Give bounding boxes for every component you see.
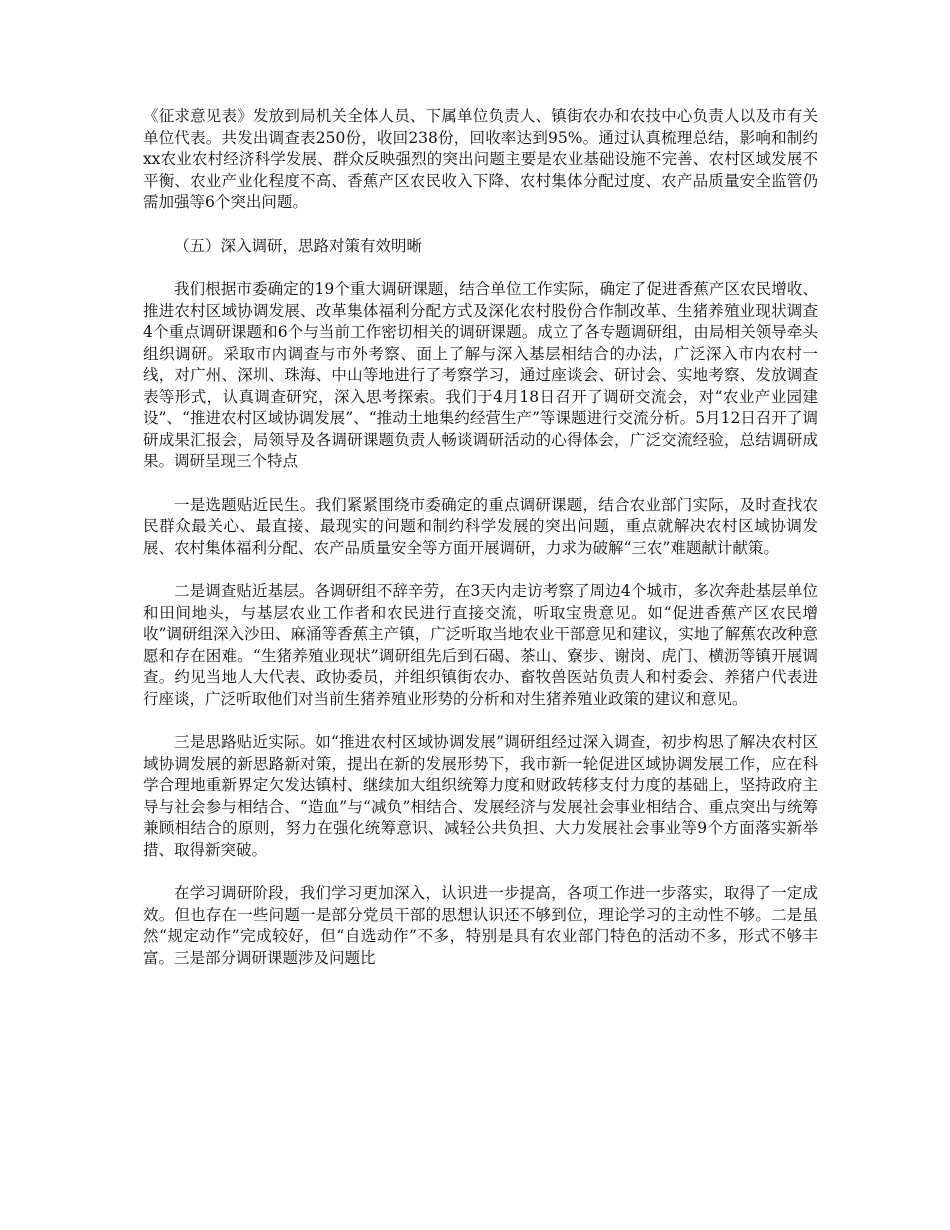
paragraph-practical-thinking: 三是思路贴近实际。如“推进农村区域协调发展”调研组经过深入调查，初步构思了解决农村区域协调发展的新思路新对策，提出在新的发展形势下，我市新一轮促进区域协调发展工作，应在科学合理地重新界定欠发达镇村、继续加大组织统筹力度和财政转移支付力度的基础上，坚持政府主导与社会参与相结合、“造血”与“减负”相结合、发展经济与发展社会事业相结合、重点突出与统筹兼顾相结合的原则，努力在强化统筹意识、减轻公共负担、大力发展社会事业等9个方面落实新举措、取得新突破。 [143,733,818,859]
paragraph-research-topics: 我们根据市委确定的19个重大调研课题，结合单位工作实际，确定了促进香蕉产区农民增收、推进农村区域协调发展、改革集体福利分配方式及深化农村股份合作制改革、生猪养殖业现状调查4个重点调研课题和6个与当前工作密切相关的调研课题。成立了各专题调研组，由局相关领导牵头组织调研。采取市内调查与市外考察、面上了解与深入基层相结合的办法，广泛深入市内农村一线，对广州、深圳、珠海、中山等地进行了考察学习，通过座谈会、研讨会、实地考察、发放调查表等形式，认真调查研究，深入思考探索。我们于4月18日召开了调研交流会，对“农业产业园建设”、“推进农村区域协调发展”、“推动土地集约经营生产”等课题进行交流分析。5月12日召开了调研成果汇报会，局领导及各调研课题负责人畅谈调研活动的心得体会，广泛交流经验，总结调研成果。调研呈现三个特点 [143,280,818,470]
paragraph-grassroots-survey: 二是调查贴近基层。各调研组不辞辛劳，在3天内走访考察了周边4个城市，多次奔赴基层单位和田间地头，与基层农业工作者和农民进行直接交流，听取宝贵意见。如“促进香蕉产区农民增收”调研组深入沙田、麻涌等香蕉主产镇，广泛听取当地农业干部意见和建议，实地了解蕉农改种意愿和存在困难。“生猪养殖业现状”调研组先后到石碣、茶山、寮步、谢岗、虎门、横沥等镇开展调查。约见当地人大代表、政协委员，并组织镇街农办、畜牧兽医站负责人和村委会、养猪户代表进行座谈，广泛听取他们对当前生猪养殖业形势的分析和对生猪养殖业政策的建议和意见。 [143,582,818,708]
paragraph-summary-issues: 在学习调研阶段，我们学习更加深入，认识进一步提高，各项工作进一步落实，取得了一定成效。但也存在一些问题一是部分党员干部的思想认识还不够到位，理论学习的主动性不够。二是虽然“规定动作”完成较好，但“自选动作”不多，特别是具有农业部门特色的活动不多，形式不够丰富。三是部分调研课题涉及问题比 [143,884,818,967]
paragraph-topic-selection: 一是选题贴近民生。我们紧紧围绕市委确定的重点调研课题，结合农业部门实际，及时查找农民群众最关心、最直接、最现实的问题和制约科学发展的突出问题，重点就解决农村区域协调发展、农村集体福利分配、农产品质量安全等方面开展调研，力求为破解“三农”难题献计献策。 [143,495,818,557]
opening-paragraph: 《征求意见表》发放到局机关全体人员、下属单位负责人、镇街农办和农技中心负责人以及市有关单位代表。共发出调查表250份，收回238份，回收率达到95%。通过认真梳理总结，影响和制约xx农业农村经济科学发展、群众反映强烈的突出问题主要是农业基础设施不完善、农村区域发展不平衡、农业产业化程度不高、香蕉产区农民收入下降、农村集体分配过度、农产品质量安全监管仍需加强等6个突出问题。 [143,107,818,211]
section-heading: （五）深入调研，思路对策有效明晰 [174,236,423,255]
document-page [143,106,818,991]
